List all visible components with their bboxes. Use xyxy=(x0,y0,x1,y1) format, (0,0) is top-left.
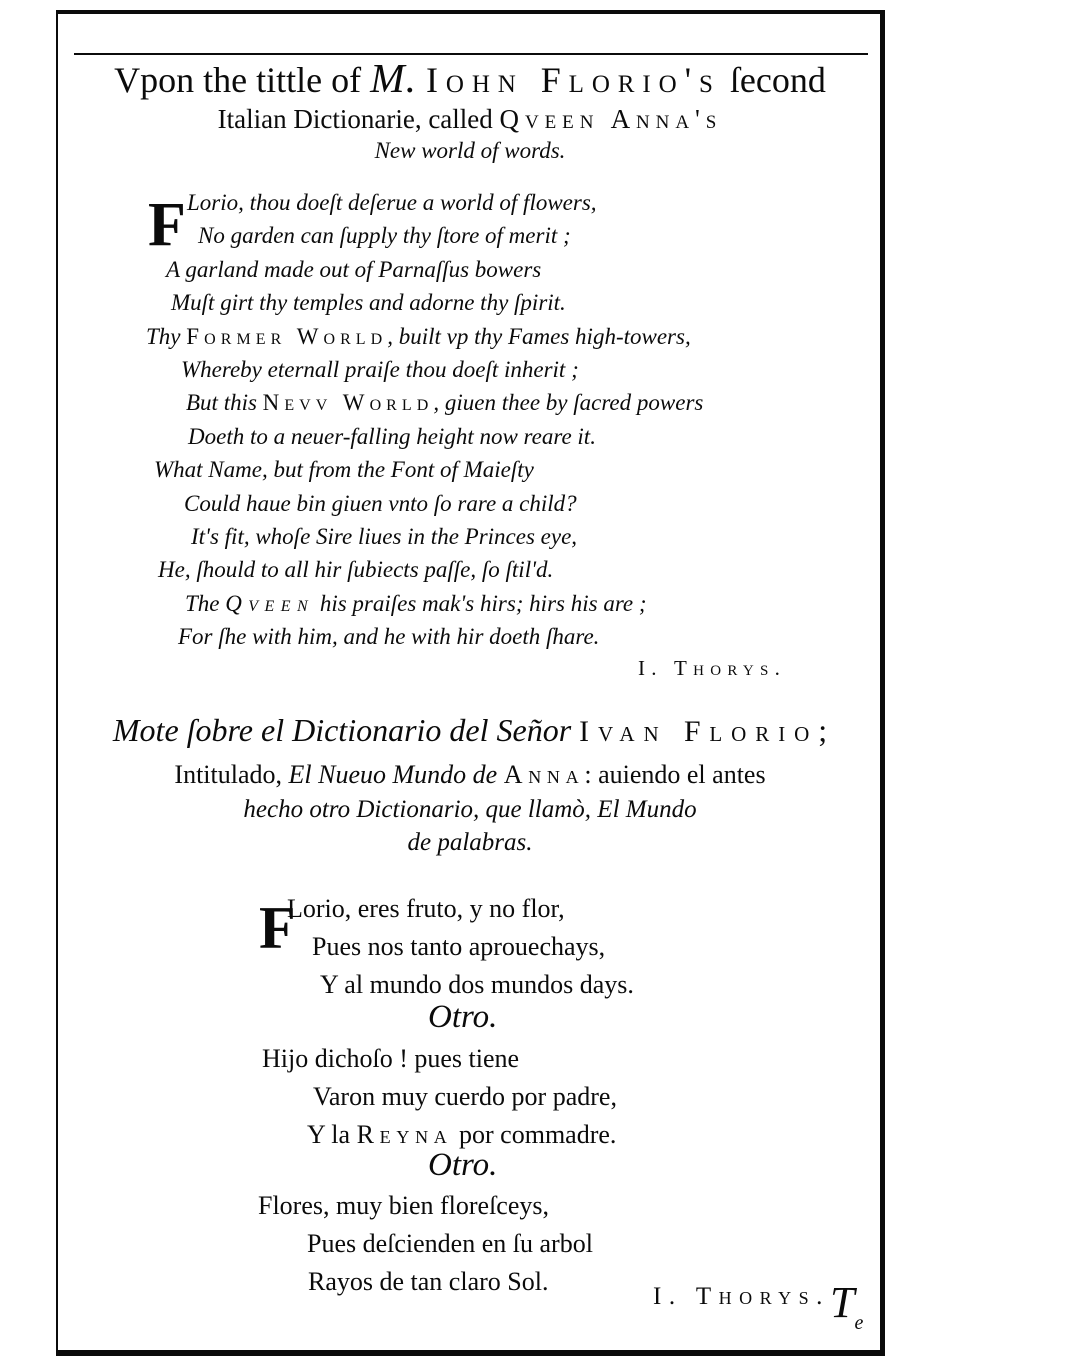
poem-line xyxy=(145,487,855,520)
poem-line xyxy=(145,253,855,286)
poem-line xyxy=(258,1187,818,1225)
text-segment: Y al mundo dos mundos days. xyxy=(320,970,634,999)
text-segment: his praiſes mak's hirs; hirs his are ; xyxy=(314,590,647,616)
text-segment: Mote ſobre el Dictionario del Señor xyxy=(112,712,580,748)
text-segment: A garland made out of Parnaſſus bowers xyxy=(166,256,542,282)
text-segment: New world of words. xyxy=(374,138,566,163)
text-segment: Varon muy cuerdo por padre, xyxy=(313,1082,617,1111)
text-segment: Nevv World xyxy=(262,390,434,416)
text-segment: Y la xyxy=(307,1120,357,1149)
poem-line xyxy=(145,453,855,486)
poem-line xyxy=(262,1078,822,1116)
text-segment: Intitulado, xyxy=(174,760,289,789)
text-segment: M. xyxy=(370,55,417,101)
poem-line xyxy=(145,320,855,353)
text-segment: Could haue bin giuen vnto ſo rare a child? xyxy=(184,490,577,516)
spanish-heading-line-4 xyxy=(62,827,878,859)
text-segment: Pues deſcienden en ſu arbol xyxy=(307,1229,593,1258)
text-segment: Lorio, eres fruto, y no flor, xyxy=(287,894,565,923)
poem-line xyxy=(145,587,855,620)
spanish-heading-line-1 xyxy=(62,705,878,757)
text-segment: El Nueuo Mundo de xyxy=(288,760,504,789)
text-segment: Qveen Anna's xyxy=(499,104,723,134)
text-segment: Rayos de tan claro Sol. xyxy=(308,1267,549,1296)
text-segment: It's fit, whoſe Sire liues in the Princes eye, xyxy=(191,524,578,550)
text-segment: Ivan Florio xyxy=(579,715,819,748)
text-segment: Iohn Florio's xyxy=(425,60,721,100)
text-segment: ; xyxy=(818,712,828,748)
text-segment xyxy=(417,60,426,100)
text-segment: , built vp thy Fames high-towers, xyxy=(387,323,691,349)
text-segment: He, ſhould to all hir ſubiects paſſe, ſo ſtil'd. xyxy=(158,557,554,583)
poem-line xyxy=(145,386,855,419)
text-segment: : auiendo el antes xyxy=(584,760,766,789)
text-segment: No garden can ſupply thy ſtore of merit ; xyxy=(198,223,571,249)
spanish-heading xyxy=(62,705,878,859)
poem-line xyxy=(258,890,818,928)
text-segment: ſecond xyxy=(720,60,826,100)
english-heading xyxy=(72,56,868,166)
spanish-poem-1 xyxy=(258,890,818,1004)
text-segment: Thy xyxy=(146,323,187,349)
catchword-small-glyph: e xyxy=(854,1312,864,1334)
text-segment: But this xyxy=(186,390,263,416)
text-segment: hecho otro Dictionario, que llamò, El Mundo xyxy=(243,796,697,823)
text-segment: What Name, but from the Font of Maieſty xyxy=(154,457,534,483)
otro-divider-2: Otro. xyxy=(428,1147,498,1183)
poem-line xyxy=(262,1116,822,1154)
poem-line xyxy=(258,1225,818,1263)
text-segment: de palabras. xyxy=(407,829,533,856)
english-heading-line-2 xyxy=(72,102,868,136)
catchword-signature-mark xyxy=(830,1278,864,1335)
poem-line xyxy=(145,553,855,586)
spanish-heading-line-2 xyxy=(62,757,878,793)
english-heading-line-3 xyxy=(72,136,868,166)
english-poem-drop-cap: F xyxy=(148,191,186,259)
text-segment: , giuen thee by ſacred powers xyxy=(433,390,704,416)
spanish-poem-2 xyxy=(262,1040,822,1154)
text-segment: Doeth to a neuer-falling height now reare it. xyxy=(188,423,596,449)
text-segment: Lorio, thou doeſt deſerue a world of flowers, xyxy=(187,190,597,215)
english-poem xyxy=(145,186,855,654)
text-segment: Anna xyxy=(503,760,585,789)
poem-line xyxy=(145,353,855,386)
poem-line xyxy=(145,219,855,252)
english-heading-line-1 xyxy=(72,56,868,102)
text-segment: Muſt girt thy temples and adorne thy ſpirit. xyxy=(171,290,566,316)
spanish-heading-line-3 xyxy=(62,793,878,827)
text-segment: por commadre. xyxy=(452,1120,617,1149)
poem-line xyxy=(145,420,855,453)
english-poem-signature: I. Thorys. xyxy=(638,656,787,680)
text-segment: Reyna xyxy=(356,1120,453,1149)
poem-line xyxy=(145,620,855,653)
text-segment: Italian Dictionarie, called xyxy=(217,104,500,134)
poem-line xyxy=(262,1040,822,1078)
poem-line xyxy=(258,928,818,966)
text-segment: Qveen xyxy=(225,590,315,616)
text-segment: Hijo dichoſo ! pues tiene xyxy=(262,1044,520,1073)
spanish-poem-drop-cap: F xyxy=(259,895,296,961)
otro-divider-1: Otro. xyxy=(428,999,498,1035)
text-segment: The xyxy=(185,590,226,616)
text-segment: Flores, muy bien floreſceys, xyxy=(258,1191,549,1220)
text-segment: Pues nos tanto aprouechays, xyxy=(312,932,606,961)
poem-line xyxy=(258,966,818,1004)
heading-top-rule xyxy=(74,53,868,55)
text-segment: For ſhe with him, and he with hir doeth ſhare. xyxy=(178,624,600,650)
text-segment: Former World xyxy=(186,323,388,349)
text-segment: Vpon the tittle of xyxy=(114,60,371,100)
poem-line xyxy=(145,520,855,553)
text-segment: Whereby eternall praiſe thou doeſt inherit ; xyxy=(181,357,579,383)
poem-line xyxy=(145,186,855,219)
poem-line xyxy=(145,286,855,319)
spanish-poem-signature: I. Thorys. xyxy=(653,1283,830,1310)
catchword-main-glyph: T xyxy=(830,1278,855,1327)
